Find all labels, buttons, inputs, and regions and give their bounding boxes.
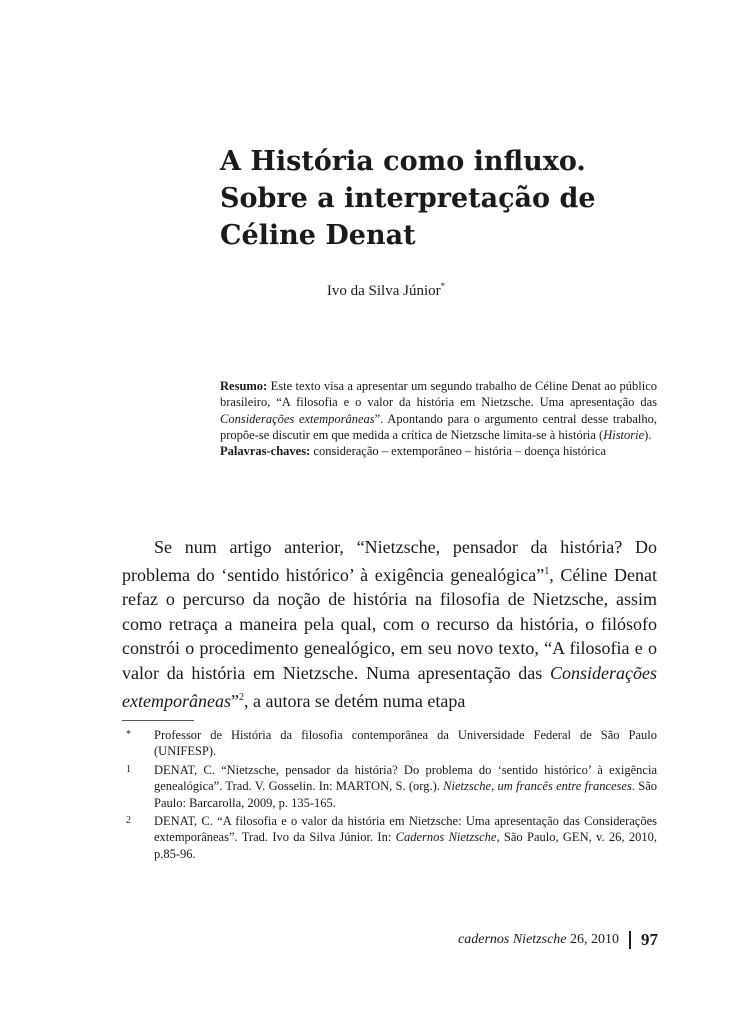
footnote-ref-2[interactable]: 2 (238, 691, 244, 703)
body-paragraph (122, 535, 657, 713)
footer-separator (629, 931, 631, 949)
footnote-mark: * (126, 729, 131, 740)
journal-issue: 26, 2010 (570, 932, 619, 947)
footnote-text-b: , São Paulo, GEN, v. 26, 2010, p.85-96. (154, 830, 657, 861)
abstract-italic-term: Historie (603, 427, 645, 442)
footnote-text-a: DENAT, C. “A filosofia e o valor da história em Nietzsche: Uma apresentação das Considerações extemporâneas”. Trad. Ivo da Silva Júnior. In: (154, 814, 657, 845)
footnote-ref-1[interactable]: 1 (544, 565, 550, 577)
abstract-text-b: ”. Apontando para o argumento central desse trabalho, propõe-se discutir em que medida a crítica de Nietzsche limita-se à história ( (220, 411, 657, 442)
footnote-text: Professor de História da filosofia contemporânea da Universidade Federal de São Paulo (UNIFESP). (154, 728, 657, 759)
page-number: 97 (641, 930, 658, 949)
footnote-divider (122, 720, 194, 721)
footnote-text-a: DENAT, C. “Nietzsche, pensador da história? Do problema do ‘sentido histórico’ à exigência genealógica”. Trad. V. Gosselin. In: MARTON, S. (org.). (154, 762, 657, 794)
author-line (0, 281, 756, 300)
footnote-author (122, 727, 657, 760)
body-text-d: , a autora se detém numa etapa (243, 690, 466, 711)
abstract-italic-title: Considerações extemporâneas (220, 411, 375, 426)
author-name: Ivo da Silva Júnior (326, 283, 441, 299)
abstract-text-a: Este texto visa a apresentar um segundo trabalho de Céline Denat ao público brasileiro, “A filosofia e o valor da história em Nietzsche. Uma apresentação das (220, 379, 657, 410)
footnote-mark: 1 (126, 763, 131, 775)
author-footnote-mark[interactable]: * (440, 281, 446, 291)
footnote-text (154, 762, 657, 811)
body-text-b: , Céline Denat refaz o percurso da noção de história na filosofia de Nietzsche, assim como retraça a maneira pela qual, com o recurso da história, o filósofo constrói o procedimento genealógico, em seu novo texto, “A filosofia e o valor da história em Nietzsche. Numa apresentação das (122, 564, 658, 683)
footnote-text (154, 813, 657, 862)
footnote-italic-title: Cadernos Nietzsche (395, 830, 497, 845)
footnote-1 (122, 762, 657, 811)
keywords-text: consideração – extemporâneo – história – doença histórica (310, 444, 606, 459)
body-text-a: Se num artigo anterior, “Nietzsche, pensador da história? Do problema do ‘sentido histórico’ à exigência genealógica” (122, 537, 657, 585)
abstract-text-c: ). (644, 427, 652, 442)
keywords-paragraph (220, 443, 657, 459)
footnote-italic-title: Nietzsche, um francês entre franceses (443, 779, 632, 794)
abstract-paragraph (220, 378, 657, 443)
title-line-2: Sobre a interpretação de (220, 183, 596, 214)
title-line-3: Céline Denat (220, 220, 416, 251)
journal-title: cadernos Nietzsche (458, 932, 567, 947)
body-italic-title: Considerações extemporâneas (122, 662, 657, 711)
abstract-label: Resumo: (220, 379, 268, 393)
keywords-label: Palavras-chaves: (220, 444, 311, 459)
journal-name (458, 932, 619, 948)
title-line-1: A História como influxo. (220, 146, 586, 177)
body-text-c: ” (230, 690, 239, 711)
running-footer (458, 930, 658, 950)
footnote-2 (122, 813, 657, 862)
footnote-mark: 2 (126, 815, 131, 827)
body-text (122, 535, 657, 713)
footnote-text-b: . São Paulo: Barcarolla, 2009, p. 135-165. (154, 779, 657, 810)
abstract-block (220, 378, 657, 459)
article-title (220, 143, 700, 254)
footnotes (122, 727, 657, 864)
